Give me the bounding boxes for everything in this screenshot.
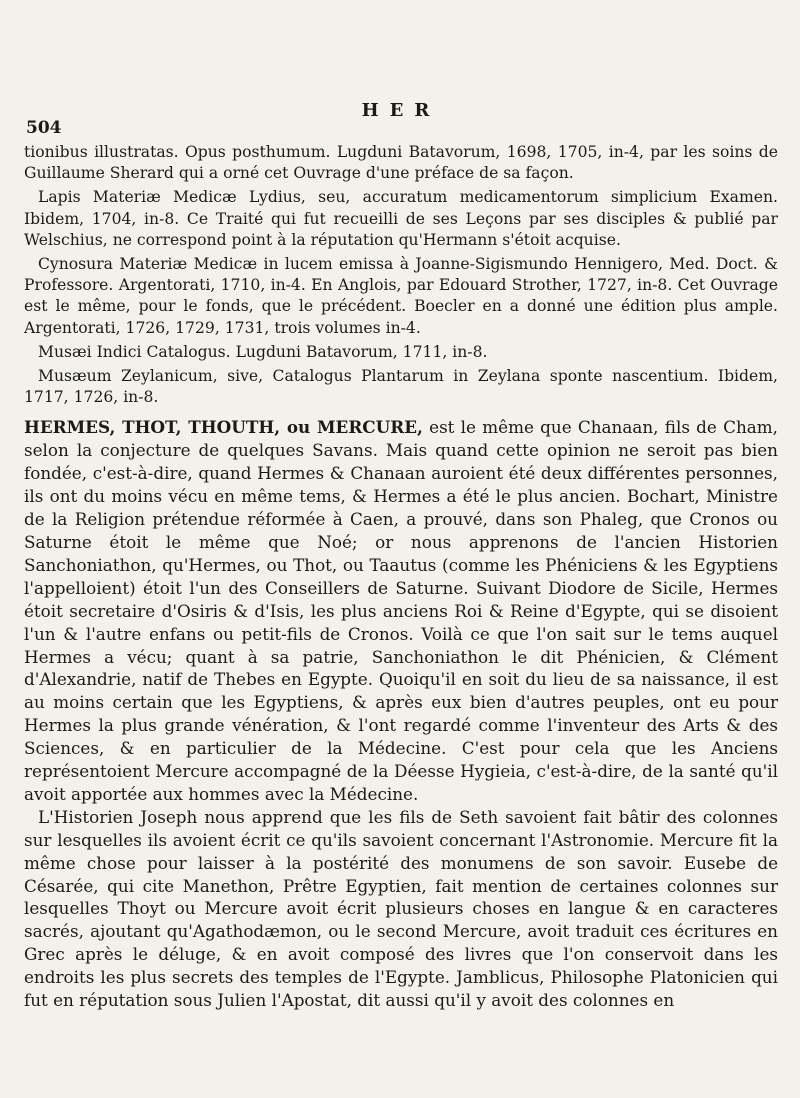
page-number: 504 [26,118,62,138]
running-head [24,0,778,138]
page-body [24,142,778,1012]
bibliography-item-3: Cynosura Materiæ Medicæ in lucem emissa à Joanne-Sigismundo Hennigero, Med. Doct. & Professore. Argentorati, 1710, in-4. En Anglois, par Edouard Strother, 1727, in-8. Cet Ouvrage est le même, pour le fonds, que le précédent. Boecler en a donné une édition plus ample. Argentorati, 1726, 1729, 1731, trois volumes in-4. [24,255,778,337]
bibliography-item-4: Musæi Indici Catalogus. Lugduni Batavorum, 1711, in-8. [38,342,488,361]
entry-paragraph-1 [24,416,778,805]
entry-text-1: est le même que Chanaan, fils de Cham, selon la conjecture de quelques Savans. Mais quand cette opinion ne seroit pas bien fondée, c'est-à-dire, quand Hermes & Chanaan auroient été deux différentes personnes, ils ont du moins vécu en même tems, & Hermes a été le plus ancien. Bochart, Ministre de la Religion prétendue réformée à Caen, a prouvé, dans son Phaleg, que Cronos ou Saturne étoit le même que Noé; or nous apprenons de l'ancien Historien Sanchoniathon, qu'Hermes, ou Thot, ou Taautus (comme les Phéniciens & les Egyptiens l'appelloient) étoit l'un des Conseillers de Saturne. Suivant Diodore de Sicile, Hermes étoit secretaire d'Osiris & d'Isis, les plus anciens Roi & Reine d'Egypte, qui se disoient l'un & l'autre enfans ou petit-fils de Cronos. Voilà ce que l'on sait sur le tems auquel Hermes a vécu; quant à sa patrie, Sanchoniathon le dit Phénicien, & Clément d'Alexandrie, natif de Thebes en Egypte. Quoiqu'il en soit du lieu de sa naissance, il est au moins certain que les Egyptiens, & après eux bien d'autres peuples, ont eu pour Hermes la plus grande vénération, & l'ont regardé comme l'inventeur des Arts & des Sciences, & en particulier de la Médecine. C'est pour cela que les Anciens représentoient Mercure accompagné de la Déesse Hygieia, c'est-à-dire, de la santé qu'il avoit apportée aux hommes avec la Médecine. [24,417,779,804]
entry-headword: HERMES, THOT, THOUTH, ou MERCURE, [24,417,423,438]
bibliography-item-1: tionibus illustratas. Opus posthumum. Lugduni Batavorum, 1698, 1705, in-4, par les soins de Guillaume Sherard qui a orné cet Ouvrage d'une préface de sa façon. [24,143,778,183]
entry-paragraph-2: L'Historien Joseph nous apprend que les fils de Seth savoient fait bâtir des colonnes sur lesquelles ils avoient écrit ce qu'ils savoient concernant l'Astronomie. Mercure fit la même chose pour laisser à la postérité des monumens de son savoir. Eusebe de Césarée, qui cite Manethon, Prêtre Egyptien, fait mention de certaines colonnes sur lesquelles Thoyt ou Mercure avoit écrit plusieurs choses en langue & en caracteres sacrés, ajoutant qu'Agathodæmon, ou le second Mercure, avoit traduit ces écritures en Grec après le déluge, & en avoit composé des livres que l'on conservoit dans les endroits les plus secrets des temples de l'Egypte. Jamblicus, Philosophe Platonicien qui fut en réputation sous Julien l'Apostat, dit aussi qu'il y avoit des colonnes en [24,806,778,1011]
running-head-title: HER [361,100,441,121]
bibliography-item-2: Lapis Materiæ Medicæ Lydius, seu, accuratum medicamentorum simplicium Examen. Ibidem, 1704, in-8. Ce Traité qui fut recueilli de ses Leçons par ses disciples & publié par Welschius, ne correspond point à la réputation qu'Hermann s'étoit acquise. [24,188,778,249]
bibliography-item-5: Musæum Zeylanicum, sive, Catalogus Plantarum in Zeylana sponte nascentium. Ibidem, 1717, 1726, in-8. [24,367,778,407]
